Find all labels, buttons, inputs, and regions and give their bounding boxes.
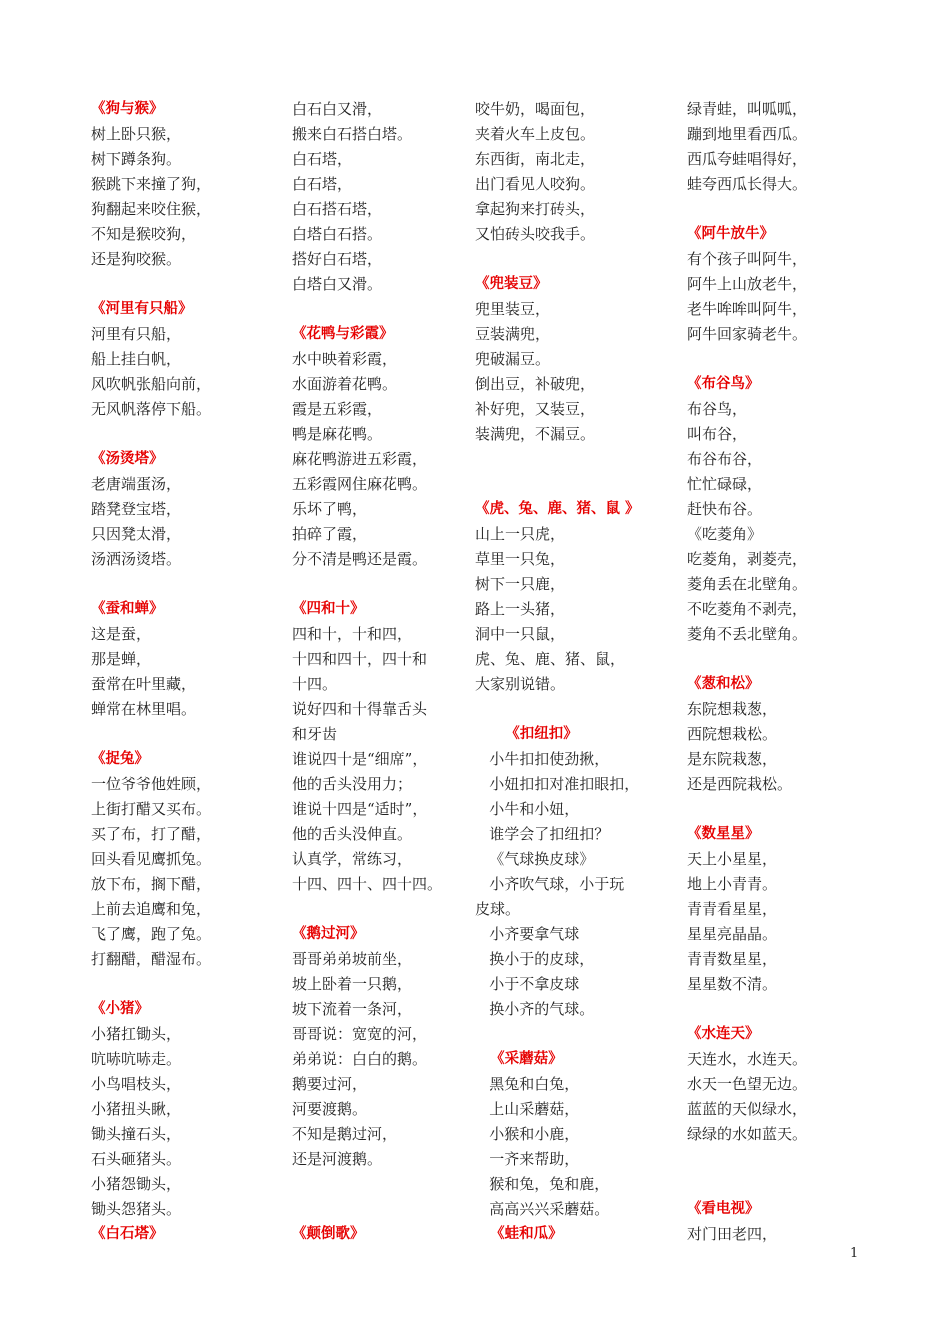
poem-line: 皮球。 [475, 900, 521, 918]
blank-line [475, 472, 655, 497]
poem-title: 《汤烫塔》 [91, 451, 164, 467]
blank-line [91, 572, 291, 597]
poem-line: 说好四和十得靠舌头 [292, 700, 428, 718]
poem-line: 霞是五彩霞， [292, 400, 383, 418]
poem-line: 回头看见鹰抓兔。 [91, 850, 212, 868]
poem-line: 小牛和小妞， [475, 800, 580, 818]
poem-line: 是东院栽葱， [687, 750, 778, 768]
blank-line [292, 1172, 464, 1197]
blank-line [292, 897, 464, 922]
poem-line: 菱角不丢北壁角。 [687, 625, 808, 643]
poem-line: 换小齐的气球。 [475, 1000, 595, 1018]
text-column-3 [475, 97, 655, 1247]
poem-line: 河要渡鹅。 [292, 1100, 368, 1118]
poem-line: 老唐端蛋汤， [91, 475, 182, 493]
blank-line [687, 197, 847, 222]
poem-line: 认真学，常练习， [292, 850, 413, 868]
page-number: 1 [850, 1246, 859, 1261]
blank-line [91, 972, 291, 997]
poem-line: 水中映着彩霞， [292, 350, 398, 368]
poem-line: 天上小星星， [687, 850, 778, 868]
poem-line: 装满兜，不漏豆。 [475, 425, 596, 443]
poem-line: 山上一只虎， [475, 525, 566, 543]
poem-line: 绿绿的水如蓝天。 [687, 1125, 808, 1143]
poem-line: 出门看见人咬狗。 [475, 175, 596, 193]
poem-line: 咬牛奶，喝面包， [475, 100, 596, 118]
poem-line: 吭哧吭哧走。 [91, 1050, 182, 1068]
poem-line: 搬来白石搭白塔。 [292, 125, 413, 143]
poem-line: 黑兔和白兔， [475, 1075, 580, 1093]
poem-line: 和牙齿 [292, 725, 338, 743]
poem-line: 白石塔， [292, 150, 353, 168]
poem-line: 《吃菱角》 [687, 525, 763, 543]
poem-line: 谁说十四是“适时”， [292, 800, 428, 818]
poem-line: 他的舌头没用力； [292, 775, 413, 793]
poem-line: 麻花鸭游进五彩霞， [292, 450, 428, 468]
poem-line: 小猪扭头瞅， [91, 1100, 182, 1118]
poem-title: 《颠倒歌》 [292, 1226, 365, 1242]
poem-line: 天连水，水连天。 [687, 1050, 808, 1068]
poem-line: 锄头怨猪头。 [91, 1200, 182, 1218]
poem-line: 一齐来帮助， [475, 1150, 580, 1168]
poem-title: 《水连天》 [687, 1026, 760, 1042]
poem-line: 十四、四十、四十四。 [292, 875, 443, 893]
poem-line: 忙忙碌碌， [687, 475, 763, 493]
poem-line: 菱角丢在北壁角。 [687, 575, 808, 593]
poem-line: 风吹帆张船向前， [91, 375, 212, 393]
poem-title: 《葱和松》 [687, 676, 760, 692]
poem-line: 狗翻起来咬住猴， [91, 200, 212, 218]
poem-line: 买了布，打了醋， [91, 825, 212, 843]
poem-line: 猴和兔，兔和鹿， [475, 1175, 610, 1193]
poem-line: 船上挂白帆， [91, 350, 182, 368]
poem-line: 蛙夸西瓜长得大。 [687, 175, 808, 193]
blank-line [687, 347, 847, 372]
poem-line: 《气球换皮球》 [475, 850, 595, 868]
blank-line [687, 1172, 847, 1197]
poem-title: 《鹅过河》 [292, 926, 365, 942]
poem-line: 豆装满兜， [475, 325, 551, 343]
blank-line [475, 247, 655, 272]
poem-line: 小齐要拿气球 [475, 925, 580, 943]
poem-line: 这是蚕， [91, 625, 152, 643]
poem-line: 谁学会了扣纽扣？ [475, 825, 610, 843]
poem-line: 蓝蓝的天似绿水， [687, 1100, 808, 1118]
blank-line [475, 1022, 655, 1047]
blank-line [91, 722, 291, 747]
poem-line: 不知是猴咬狗， [91, 225, 197, 243]
poem-line: 东院想栽葱， [687, 700, 778, 718]
poem-title: 《采蘑菇》 [475, 1051, 563, 1067]
poem-line: 叫布谷， [687, 425, 748, 443]
poem-line: 拍碎了霞， [292, 525, 368, 543]
poem-line: 青青看星星， [687, 900, 778, 918]
poem-line: 小齐吹气球，小于玩 [475, 875, 625, 893]
poem-line: 补好兜，又装豆， [475, 400, 596, 418]
poem-line: 蚕常在叶里藏， [91, 675, 197, 693]
poem-line: 猴跳下来撞了狗， [91, 175, 212, 193]
blank-line [475, 447, 655, 472]
poem-line: 乐坏了鸭， [292, 500, 368, 518]
poem-line: 布谷鸟， [687, 400, 748, 418]
blank-line [687, 997, 847, 1022]
poem-title: 《四和十》 [292, 601, 365, 617]
blank-line [687, 1147, 847, 1172]
poem-line: 打翻醋，醋湿布。 [91, 950, 212, 968]
blank-line [91, 272, 291, 297]
poem-line: 不知是鹅过河， [292, 1125, 398, 1143]
poem-line: 老牛哞哞叫阿牛， [687, 300, 808, 318]
poem-line: 上山采蘑菇， [475, 1100, 580, 1118]
poem-line: 树上卧只猴， [91, 125, 182, 143]
poem-line: 树下一只鹿， [475, 575, 566, 593]
poem-line: 东西街，南北走， [475, 150, 596, 168]
poem-line: 他的舌头没伸直。 [292, 825, 413, 843]
poem-line: 一位爷爷他姓顾， [91, 775, 212, 793]
poem-line: 阿牛上山放老牛， [687, 275, 808, 293]
text-column-2 [292, 97, 464, 1247]
poem-line: 高高兴兴采蘑菇。 [475, 1200, 610, 1218]
poem-line: 小妞扣扣对准扣眼扣， [475, 775, 640, 793]
blank-line [687, 797, 847, 822]
poem-title: 《虎、兔、鹿、猪、鼠 》 [475, 501, 640, 517]
poem-line: 鸭是麻花鸭。 [292, 425, 383, 443]
poem-line: 阿牛回家骑老牛。 [687, 325, 808, 343]
poem-line: 小猪怨锄头， [91, 1175, 182, 1193]
poem-line: 上前去追鹰和兔， [91, 900, 212, 918]
poem-line: 不吃菱角不剥壳， [687, 600, 808, 618]
poem-line: 还是狗咬猴。 [91, 250, 182, 268]
poem-line: 树下蹲条狗。 [91, 150, 182, 168]
poem-line: 踏凳登宝塔， [91, 500, 182, 518]
poem-line: 哥哥弟弟坡前坐， [292, 950, 413, 968]
poem-line: 西瓜夸蛙唱得好， [687, 150, 808, 168]
poem-line: 倒出豆，补破兜， [475, 375, 596, 393]
poem-title: 《布谷鸟》 [687, 376, 760, 392]
poem-line: 放下布，搁下醋， [91, 875, 212, 893]
poem-title: 《花鸭与彩霞》 [292, 326, 394, 342]
poem-line: 小鸟唱枝头， [91, 1075, 182, 1093]
poem-line: 五彩霞网住麻花鸭。 [292, 475, 428, 493]
poem-line: 白石白又滑， [292, 100, 383, 118]
poem-line: 十四和四十，四十和 [292, 650, 428, 668]
poem-line: 只因凳太滑， [91, 525, 182, 543]
poem-line: 虎、兔、鹿、猪、鼠， [475, 650, 626, 668]
poem-line: 搭好白石塔， [292, 250, 383, 268]
poem-line: 地上小青青。 [687, 875, 778, 893]
poem-line: 无风帆落停下船。 [91, 400, 212, 418]
poem-title: 《扣纽扣》 [475, 726, 578, 742]
poem-line: 草里一只兔， [475, 550, 566, 568]
poem-line: 青青数星星， [687, 950, 778, 968]
poem-line: 飞了鹰，跑了兔。 [91, 925, 212, 943]
poem-line: 兜破漏豆。 [475, 350, 551, 368]
poem-line: 拿起狗来打砖头， [475, 200, 596, 218]
text-column-4 [687, 97, 847, 1247]
poem-line: 蝉常在林里唱。 [91, 700, 197, 718]
poem-line: 还是西院栽松。 [687, 775, 793, 793]
poem-line: 还是河渡鹅。 [292, 1150, 383, 1168]
poem-line: 大家别说错。 [475, 675, 566, 693]
poem-title: 《河里有只船》 [91, 301, 193, 317]
poem-title: 《狗与猴》 [91, 101, 164, 117]
poem-line: 兜里装豆， [475, 300, 551, 318]
poem-line: 对门田老四， [687, 1225, 778, 1243]
poem-title: 《兜装豆》 [475, 276, 548, 292]
poem-line: 西院想栽松。 [687, 725, 778, 743]
poem-line: 那是蝉， [91, 650, 152, 668]
poem-line: 小于不拿皮球 [475, 975, 580, 993]
poem-line: 绿青蛙，叫呱呱， [687, 100, 808, 118]
poem-line: 汤洒汤烫塔。 [91, 550, 182, 568]
blank-line [292, 297, 464, 322]
poem-line: 吃菱角，剥菱壳， [687, 550, 808, 568]
poem-line: 夹着火车上皮包。 [475, 125, 596, 143]
poem-line: 哥哥说：宽宽的河， [292, 1025, 428, 1043]
poem-line: 水面游着花鸭。 [292, 375, 398, 393]
poem-line: 十四。 [292, 675, 338, 693]
poem-title: 《捉兔》 [91, 751, 149, 767]
poem-line: 水天一色望无边。 [687, 1075, 808, 1093]
poem-line: 换小于的皮球， [475, 950, 595, 968]
poem-title: 《阿牛放牛》 [687, 226, 774, 242]
poem-title: 《蛙和瓜》 [475, 1226, 563, 1242]
poem-line: 蹦到地里看西瓜。 [687, 125, 808, 143]
poem-line: 又怕砖头咬我手。 [475, 225, 596, 243]
poem-title: 《小猪》 [91, 1001, 149, 1017]
poem-line: 上街打醋又买布。 [91, 800, 212, 818]
poem-line: 河里有只船， [91, 325, 182, 343]
poem-title: 《数星星》 [687, 826, 760, 842]
poem-title: 《看电视》 [687, 1201, 760, 1217]
blank-line [475, 697, 655, 722]
blank-line [292, 572, 464, 597]
poem-line: 路上一头猪， [475, 600, 566, 618]
poem-line: 白石搭石塔， [292, 200, 383, 218]
poem-line: 赶快布谷。 [687, 500, 763, 518]
poem-line: 星星数不清。 [687, 975, 778, 993]
poem-line: 谁说四十是“细席”， [292, 750, 428, 768]
poem-line: 石头砸猪头。 [91, 1150, 182, 1168]
poem-line: 洞中一只鼠， [475, 625, 566, 643]
poem-line: 坡上卧着一只鹅， [292, 975, 413, 993]
poem-line: 坡下流着一条河， [292, 1000, 413, 1018]
poem-line: 锄头撞石头， [91, 1125, 182, 1143]
poem-line: 布谷布谷， [687, 450, 763, 468]
poem-line: 白塔白又滑。 [292, 275, 383, 293]
blank-line [91, 422, 291, 447]
poem-line: 分不清是鸭还是霞。 [292, 550, 428, 568]
poem-line: 白石塔， [292, 175, 353, 193]
blank-line [292, 1197, 464, 1222]
poem-line: 小猴和小鹿， [475, 1125, 580, 1143]
poem-line: 鹅要过河， [292, 1075, 368, 1093]
poem-line: 白塔白石搭。 [292, 225, 383, 243]
blank-line [687, 647, 847, 672]
poem-title: 《蚕和蝉》 [91, 601, 164, 617]
text-column-1 [91, 97, 291, 1247]
poem-line: 小猪扛锄头， [91, 1025, 182, 1043]
poem-title: 《白石塔》 [91, 1226, 164, 1242]
poem-line: 小牛扣扣使劲揪， [475, 750, 610, 768]
poem-line: 四和十，十和四， [292, 625, 413, 643]
poem-line: 弟弟说：白白的鹅。 [292, 1050, 428, 1068]
poem-line: 星星亮晶晶。 [687, 925, 778, 943]
poem-line: 有个孩子叫阿牛， [687, 250, 808, 268]
